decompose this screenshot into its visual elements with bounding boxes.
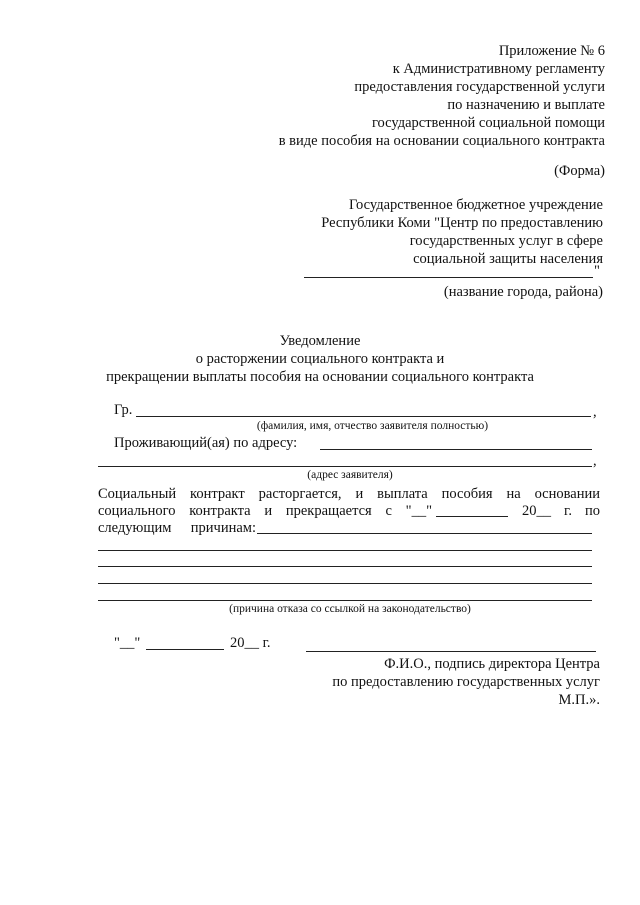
institution-line: социальной защиты населения [413, 251, 603, 267]
stamp-label: М.П.». [558, 692, 600, 708]
appendix-line: в виде пособия на основании социального контракта [278, 133, 605, 149]
institution-block [321, 196, 603, 268]
appendix-line: к Административному регламенту [392, 61, 605, 77]
termination-date-line[interactable] [436, 516, 508, 517]
document-title [90, 332, 550, 386]
address-caption: (адрес заявителя) [307, 469, 393, 481]
title-line-3: прекращении выплаты пособия на основании социального контракта [106, 369, 534, 385]
reason-line-4[interactable] [98, 583, 592, 584]
appendix-line: предоставления государственной услуги [354, 79, 605, 95]
reason-line-3[interactable] [98, 566, 592, 567]
city-caption: (название города, района) [443, 284, 603, 300]
address-line-1[interactable] [320, 449, 592, 450]
footer-date-year: 20__ г. [230, 635, 271, 651]
signature-line-1: Ф.И.О., подпись директора Центра [384, 656, 600, 672]
signature-line[interactable] [306, 651, 596, 652]
appendix-block [279, 42, 605, 150]
institution-line: Республики Коми "Центр по предоставлению [321, 215, 603, 231]
footer-date-quote: "__" [114, 635, 141, 651]
title-line-2: о расторжении социального контракта и [195, 351, 445, 367]
signature-line-2: по предоставлению государственных услуг [332, 674, 600, 690]
institution-line: государственных услуг в сфере [409, 233, 603, 249]
body-line-1: Социальный контракт расторгается, и выплата пособия на основании [98, 486, 600, 502]
body-line-2-year: 20__ г. по [522, 503, 600, 519]
applicant-name-line[interactable] [136, 416, 591, 417]
signature-caption [332, 655, 600, 709]
address-line-2[interactable] [98, 466, 592, 467]
body-line-2-start: социального контракта и прекращается с "__" [98, 503, 432, 519]
form-label: (Форма) [554, 163, 605, 179]
reason-caption: (причина отказа со ссылкой на законодательство) [229, 603, 471, 615]
reason-line-2[interactable] [98, 550, 592, 551]
name-caption: (фамилия, имя, отчество заявителя полностью) [256, 420, 489, 432]
applicant-prefix: Гр. [114, 402, 133, 418]
reason-line-5[interactable] [98, 600, 592, 601]
body-line-3: следующим причинам: [98, 520, 256, 536]
address-label: Проживающий(ая) по адресу: [114, 435, 298, 451]
reason-line-1[interactable] [257, 533, 592, 534]
footer-date-line[interactable] [146, 649, 224, 650]
address-comma: , [593, 453, 597, 469]
title-line-1: Уведомление [279, 333, 361, 349]
appendix-title: Приложение № 6 [498, 43, 605, 59]
institution-line: Государственное бюджетное учреждение [348, 197, 603, 213]
name-comma: , [593, 404, 597, 420]
city-fill-line[interactable] [304, 277, 593, 278]
closing-quote: " [594, 263, 600, 279]
appendix-line: по назначению и выплате [447, 97, 605, 113]
appendix-line: государственной социальной помощи [371, 115, 605, 131]
